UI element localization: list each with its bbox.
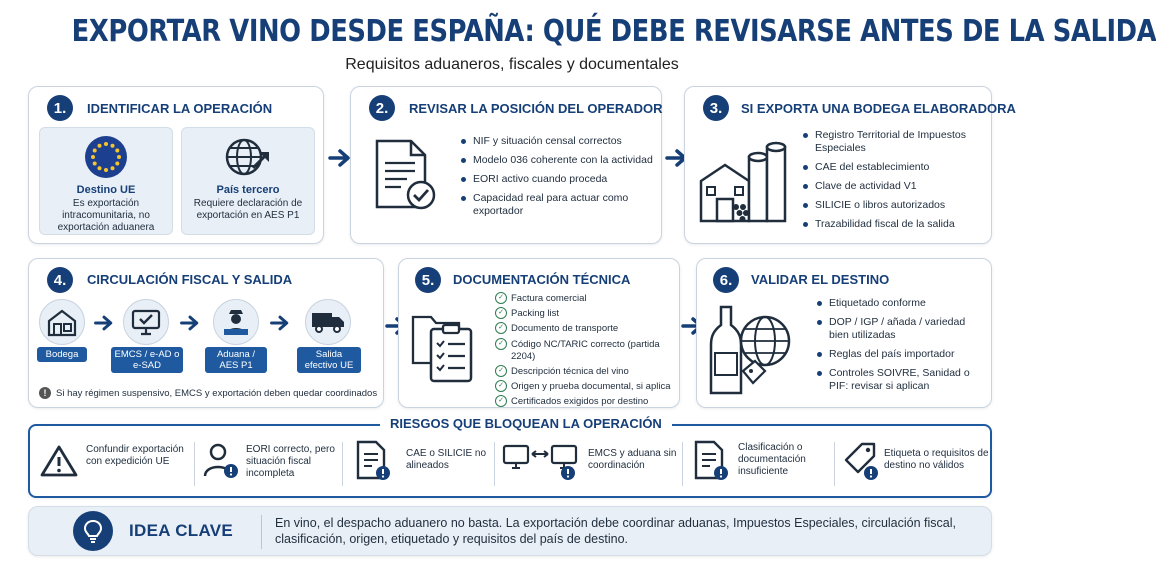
list-item: SILICIE o libros autorizados	[801, 199, 987, 212]
risk-text: Etiqueta o requisitos de destino no válidos	[884, 448, 989, 471]
list-item: Capacidad real para actuar como exportador	[459, 192, 655, 218]
risk-item-5	[688, 438, 832, 490]
risk-text: Confundir exportación con expedición UE	[86, 444, 184, 467]
arrow-right-icon	[179, 313, 201, 333]
document-alert-icon	[354, 440, 392, 482]
lightbulb-icon	[82, 518, 104, 544]
truck-icon	[311, 310, 345, 334]
list-item: Controles SOIVRE, Sanidad o PIF: revisar si aplican	[815, 367, 987, 393]
step-3-card	[684, 86, 1016, 244]
warehouse-icon	[46, 307, 78, 337]
arrow-right-icon	[93, 313, 115, 333]
step-1-title: IDENTIFICAR LA OPERACIÓN	[87, 101, 273, 116]
monitor-check-icon	[131, 308, 161, 336]
list-item: Trazabilidad fiscal de la salida	[801, 218, 987, 231]
risk-text: CAE o SILICIE no alineados	[406, 448, 487, 471]
technical-docs-checklist	[495, 293, 677, 411]
third-country-text: Requiere declaración de exportación en AES P1	[193, 198, 303, 221]
list-item: ✓ Origen y prueba documental, si aplica	[495, 381, 677, 393]
step-3-title: SI EXPORTA UNA BODEGA ELABORADORA	[741, 101, 1016, 116]
eu-destination-text: Es exportación intracomunitaria, no exportación aduanera	[57, 198, 155, 233]
list-item: Registro Territorial de Impuestos Especiales	[801, 129, 987, 155]
lightbulb-badge	[73, 511, 113, 551]
suspensive-note-text: Si hay régimen suspensivo, EMCS y exportación deben quedar coordinados	[56, 387, 378, 399]
key-idea-panel	[28, 506, 992, 556]
list-item: ✓ Packing list	[495, 308, 677, 320]
destination-checklist	[815, 297, 987, 399]
risks-title: RIESGOS QUE BLOQUEAN LA OPERACIÓN	[380, 416, 672, 431]
divider	[494, 442, 495, 486]
sync-monitors-icon	[502, 440, 582, 482]
info-icon: !	[39, 387, 51, 399]
customs-officer-icon	[221, 307, 251, 337]
step-2-card	[350, 86, 662, 244]
user-alert-icon	[202, 442, 240, 480]
step-3-badge: 3.	[703, 95, 729, 121]
divider	[834, 442, 835, 486]
flow-label: Bodega	[37, 347, 87, 362]
step-5-title: DOCUMENTACIÓN TÉCNICA	[453, 272, 631, 287]
wine-globe-icon	[703, 301, 795, 397]
page-subtitle: Requisitos aduaneros, fiscales y documentales	[345, 56, 679, 73]
step-6-title: VALIDAR EL DESTINO	[751, 272, 890, 287]
list-item: CAE del establecimiento	[801, 161, 987, 174]
list-item: ✓ Factura comercial	[495, 293, 677, 305]
document-check-icon	[371, 137, 441, 215]
step-5-card	[398, 258, 680, 408]
step-4-badge: 4.	[47, 267, 73, 293]
key-idea-label: IDEA CLAVE	[129, 521, 234, 540]
flow-step-bodega	[39, 299, 85, 345]
arrow-right-icon	[269, 313, 291, 333]
flow-label: Salida efectivo UE	[297, 347, 361, 373]
step-2-title: REVISAR LA POSICIÓN DEL OPERADOR	[409, 101, 663, 116]
risk-text: EMCS y aduana sin coordinación	[588, 448, 677, 471]
list-item: Modelo 036 coherente con la actividad	[459, 154, 655, 167]
list-item: Clave de actividad V1	[801, 180, 987, 193]
list-item: ✓ Descripción técnica del vino	[495, 366, 677, 378]
step-1-card	[28, 86, 324, 244]
risk-item-2	[200, 438, 350, 490]
third-country-label: País tercero	[216, 184, 280, 196]
step-1-badge: 1.	[47, 95, 73, 121]
risk-item-6	[840, 438, 990, 490]
eu-destination-label: Destino UE	[76, 184, 136, 196]
step-2-badge: 2.	[369, 95, 395, 121]
flow-step-customs	[213, 299, 259, 345]
divider	[342, 442, 343, 486]
list-item: Reglas del país importador	[815, 348, 987, 361]
step-6-card	[696, 258, 992, 408]
step-4-card	[28, 258, 384, 408]
operator-checklist	[459, 135, 655, 224]
eu-destination-box	[39, 127, 173, 235]
risk-text: EORI correcto, pero situación fiscal incompleta	[246, 444, 335, 479]
third-country-box	[181, 127, 315, 235]
list-item: DOP / IGP / añada / variedad bien utilizadas	[815, 316, 987, 342]
divider	[682, 442, 683, 486]
list-item: ✓ Certificados exigidos por destino	[495, 396, 677, 408]
step-5-badge: 5.	[415, 267, 441, 293]
risk-item-3	[350, 438, 490, 490]
clipboard-folder-icon	[409, 303, 481, 385]
globe-arrow-icon	[223, 134, 273, 180]
step-4-title: CIRCULACIÓN FISCAL Y SALIDA	[87, 272, 293, 287]
list-item: ✓ Código NC/TARIC correcto (partida 2204)	[495, 339, 677, 363]
list-item: EORI activo cuando proceda	[459, 173, 655, 186]
suspensive-note	[39, 387, 377, 399]
step-6-badge: 6.	[713, 267, 739, 293]
flow-step-exit	[305, 299, 351, 345]
winery-icon	[695, 135, 795, 227]
risk-item-4	[500, 438, 680, 490]
list-item: NIF y situación censal correctos	[459, 135, 655, 148]
page-title: EXPORTAR VINO DESDE ESPAÑA: QUÉ DEBE REVISARSE ANTES DE LA SALIDA	[71, 14, 1156, 49]
eu-flag-icon	[83, 134, 129, 180]
risk-text: Clasificación o documentación insuficiente	[738, 442, 806, 477]
flow-label: Aduana / AES P1	[205, 347, 267, 373]
warning-icon	[40, 444, 78, 478]
winery-checklist	[801, 129, 987, 237]
list-item: ✓ Documento de transporte	[495, 323, 677, 335]
key-idea-text: En vino, el despacho aduanero no basta. La exportación debe coordinar aduanas, Impuestos Especiales, circulación fiscal, clasificación, origen, etiquetado y requisitos del país de destino.	[275, 516, 956, 546]
list-item: Etiquetado conforme	[815, 297, 987, 310]
risk-item-1	[38, 438, 188, 490]
flow-label: EMCS / e-AD o e-SAD	[111, 347, 183, 373]
divider	[261, 515, 262, 549]
divider	[194, 442, 195, 486]
document-alert-icon	[692, 440, 730, 482]
tag-alert-icon	[842, 440, 880, 482]
flow-step-emcs	[123, 299, 169, 345]
